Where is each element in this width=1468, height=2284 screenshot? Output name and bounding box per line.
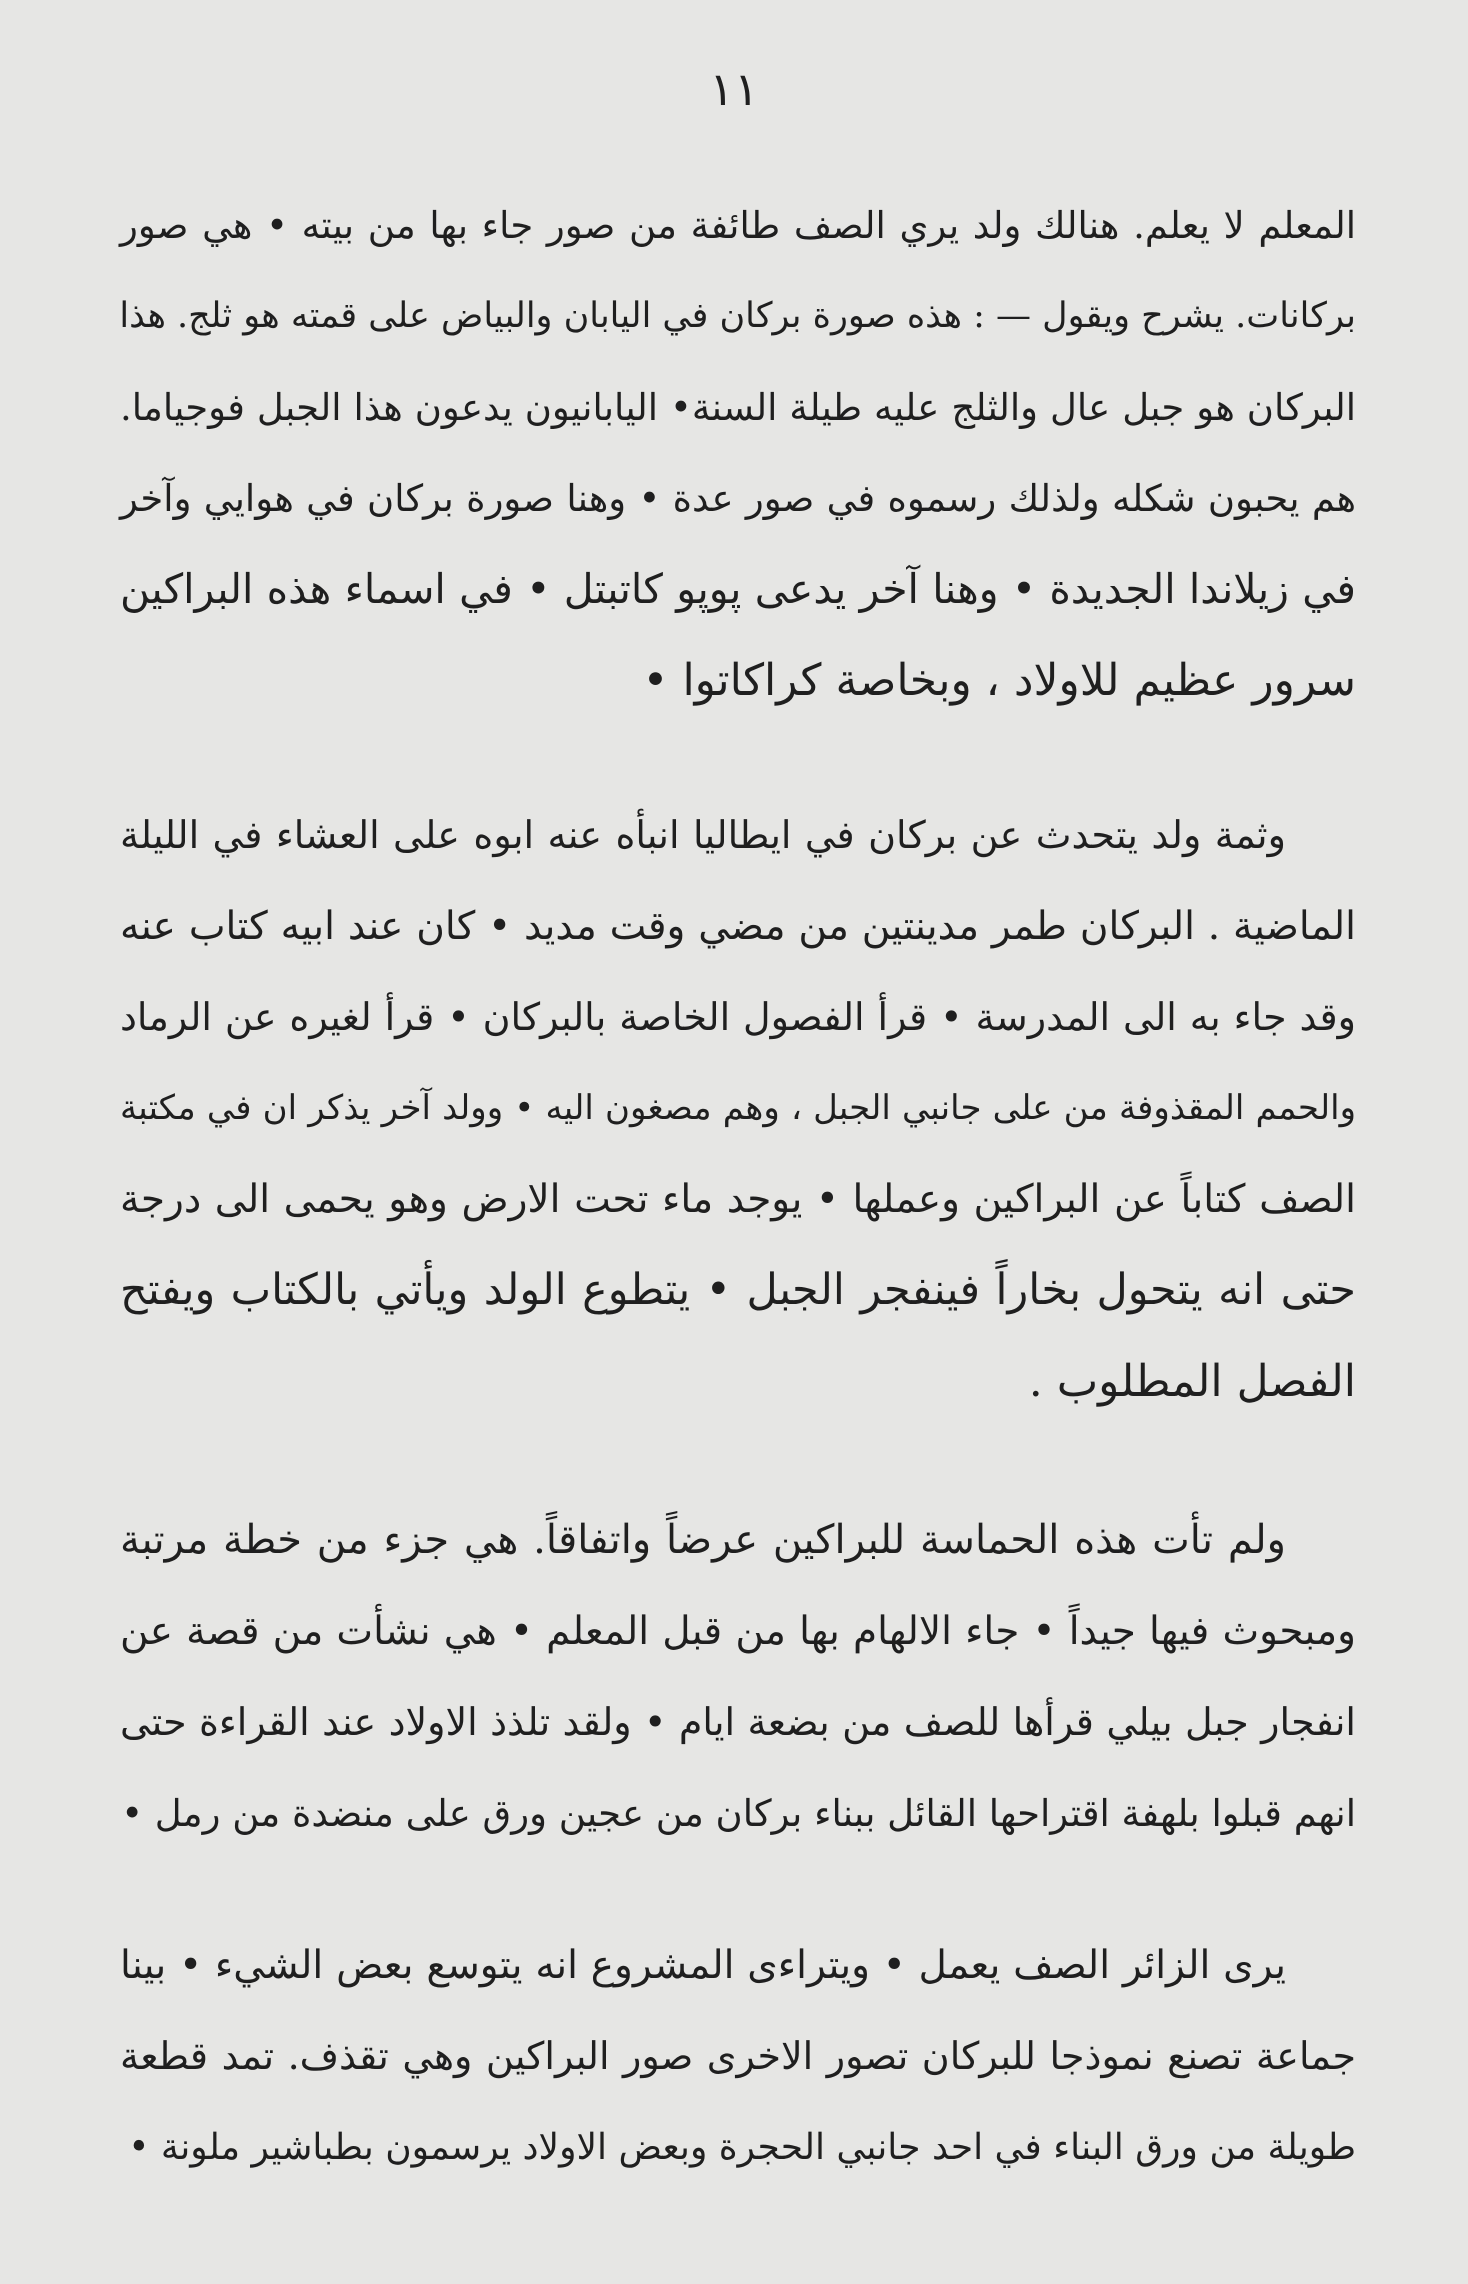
text-line: المعلم لا يعلم. هنالك ولد يري الصف طائفة من صور جاء بها من بيته • هي صور (120, 204, 1356, 247)
paragraph-2 (120, 790, 1356, 1427)
text-line: البركان هو جبل عال والثلج عليه طيلة السنة• اليابانيون يدعون هذا الجبل فوجياما. (120, 386, 1356, 429)
text-line: الصف كتاباً عن البراكين وعملها • يوجد ماء تحت الارض وهو يحمى الى درجة (120, 1177, 1356, 1222)
text-line: يرى الزائر الصف يعمل • ويتراءى المشروع انه يتوسع بعض الشيء • بينا (120, 1943, 1286, 1988)
text-line: الماضية . البركان طمر مدينتين من مضي وقت مديد • كان عند ابيه كتاب عنه (120, 904, 1356, 949)
text-line: في زيلاندا الجديدة • وهنا آخر يدعى پوپو كاتبتل • في اسماء هذه البراكين (120, 565, 1356, 613)
text-line: سرور عظيم للاولاد ، وبخاصة كراكاتوا • (642, 655, 1356, 706)
text-line: انفجار جبل بيلي قرأها للصف من بضعة ايام • ولقد تلذذ الاولاد عند القراءة حتى (120, 1700, 1356, 1744)
text-line: انهم قبلوا بلهفة اقتراحها القائل ببناء بركان من عجين ورق على منضدة من رمل • (121, 1792, 1356, 1835)
paragraph-4 (120, 1920, 1356, 2193)
text-line: الفصل المطلوب . (1028, 1356, 1356, 1407)
text-line: طويلة من ورق البناء في احد جانبي الحجرة وبعض الاولاد يرسمون بطباشير ملونة • (128, 2127, 1356, 2168)
text-line: بركانات. يشرح ويقول — : هذه صورة بركان في اليابان والبياض على قمته هو ثلج. هذا (119, 296, 1356, 336)
text-line: جماعة تصنع نموذجا للبركان تصور الاخرى صور البراكين وهي تقذف. تمد قطعة (120, 2034, 1356, 2078)
text-line: حتى انه يتحول بخاراً فينفجر الجبل • يتطوع الولد ويأتي بالكتاب ويفتح (120, 1265, 1356, 1315)
text-line: وقد جاء به الى المدرسة • قرأ الفصول الخاصة بالبركان • قرأ لغيره عن الرماد (120, 995, 1356, 1039)
text-line: ولم تأت هذه الحماسة للبراكين عرضاً واتفاقاً. هي جزء من خطة مرتبة (120, 1517, 1286, 1563)
text-line: هم يحبون شكله ولذلك رسموه في صور عدة • وهنا صورة بركان في هوايي وآخر (120, 477, 1356, 520)
text-line: والحمم المقذوفة من على جانبي الجبل ، وهم مصغون اليه • وولد آخر يذكر ان في مكتبة (120, 1088, 1356, 1128)
text-line: وثمة ولد يتحدث عن بركان في ايطاليا انبأه عنه ابوه على العشاء في الليلة (120, 813, 1286, 857)
paragraph-3 (120, 1495, 1356, 1859)
paragraph-1 (120, 180, 1356, 726)
text-line: ومبحوث فيها جيداً • جاء الالهام بها من قبل المعلم • هي نشأت من قصة عن (120, 1609, 1356, 1654)
page-number: ١١ (709, 62, 759, 116)
